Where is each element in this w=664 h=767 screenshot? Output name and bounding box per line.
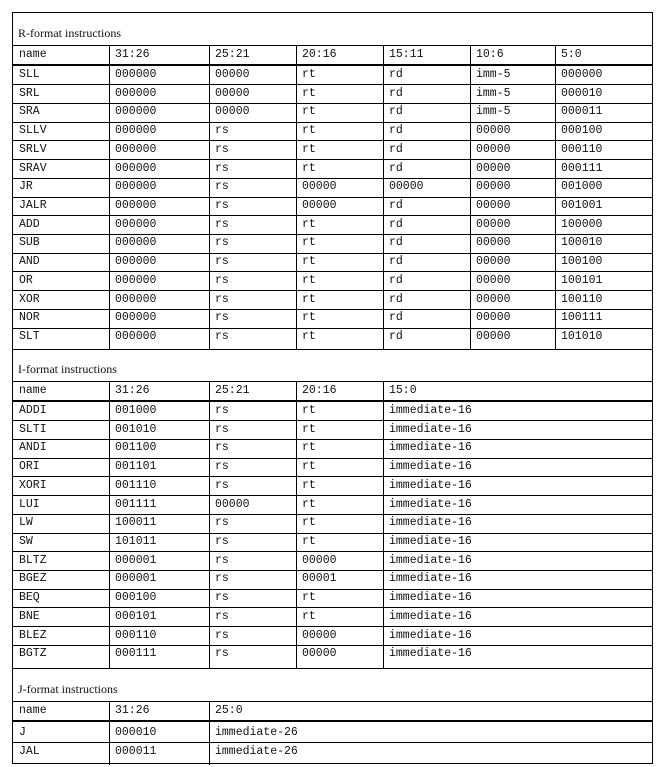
field-value: rt bbox=[302, 516, 316, 530]
field-value: immediate-16 bbox=[389, 441, 472, 455]
column-header: 25:21 bbox=[215, 48, 250, 61]
row-rule bbox=[13, 309, 652, 310]
instruction-name: JR bbox=[19, 180, 33, 194]
field-value: rt bbox=[302, 68, 316, 81]
field-value: rs bbox=[215, 535, 229, 549]
column-header: 25:21 bbox=[215, 384, 250, 397]
field-value: rs bbox=[215, 647, 229, 661]
field-value: rt bbox=[302, 86, 316, 100]
field-value: 000000 bbox=[115, 255, 157, 269]
row-rule bbox=[13, 495, 652, 496]
field-value: 000111 bbox=[115, 647, 157, 661]
field-value: 100111 bbox=[561, 311, 603, 325]
field-value: 000000 bbox=[115, 86, 157, 100]
field-value: rs bbox=[215, 628, 229, 642]
column-header: 20:16 bbox=[302, 384, 337, 397]
column-header: 20:16 bbox=[302, 48, 337, 61]
section-title: I-format instructions bbox=[18, 362, 117, 376]
field-value: rt bbox=[302, 497, 316, 511]
field-value: 00000 bbox=[302, 199, 337, 213]
row-rule bbox=[13, 420, 652, 421]
field-value: rt bbox=[302, 591, 316, 605]
field-value: rt bbox=[302, 422, 316, 436]
field-value: 101010 bbox=[561, 330, 603, 344]
row-rule bbox=[13, 253, 652, 254]
field-value: immediate-16 bbox=[389, 572, 472, 586]
field-value: 00000 bbox=[476, 161, 511, 175]
instruction-name: SRL bbox=[19, 86, 40, 100]
instruction-name: SRAV bbox=[19, 161, 47, 175]
instruction-name: BGTZ bbox=[19, 647, 47, 661]
column-header: 15:11 bbox=[389, 48, 424, 61]
field-value: immediate-16 bbox=[389, 497, 472, 511]
instruction-name: BLEZ bbox=[19, 628, 47, 642]
row-rule bbox=[13, 215, 652, 216]
instruction-name: SW bbox=[19, 535, 33, 549]
instruction-name: J bbox=[19, 725, 26, 739]
field-value: 001000 bbox=[561, 180, 603, 194]
field-value: rt bbox=[302, 273, 316, 287]
field-value: imm-5 bbox=[476, 86, 511, 100]
field-value: 00000 bbox=[476, 273, 511, 287]
field-value: rs bbox=[215, 330, 229, 344]
field-value: rt bbox=[302, 404, 316, 417]
field-value: rs bbox=[215, 609, 229, 623]
field-value: 001101 bbox=[115, 460, 157, 474]
field-value: immediate-16 bbox=[389, 647, 472, 661]
field-value: 100101 bbox=[561, 273, 603, 287]
field-value: rd bbox=[389, 236, 403, 250]
field-value: 00000 bbox=[215, 497, 250, 511]
field-value: rt bbox=[302, 292, 316, 306]
field-value: 000000 bbox=[115, 311, 157, 325]
field-value: rs bbox=[215, 422, 229, 436]
field-value: 00000 bbox=[476, 142, 511, 156]
field-value: rt bbox=[302, 441, 316, 455]
field-value: 000000 bbox=[115, 236, 157, 250]
field-value: rs bbox=[215, 273, 229, 287]
r-format-section bbox=[13, 13, 652, 349]
field-value: rs bbox=[215, 591, 229, 605]
field-value: 000100 bbox=[561, 124, 603, 138]
column-divider bbox=[209, 381, 210, 668]
field-value: rd bbox=[389, 292, 403, 306]
field-value: 000000 bbox=[115, 105, 157, 119]
field-value: rt bbox=[302, 535, 316, 549]
field-value: 00000 bbox=[476, 292, 511, 306]
field-value: rd bbox=[389, 330, 403, 344]
field-value: 100110 bbox=[561, 292, 603, 306]
row-rule bbox=[13, 514, 652, 515]
instruction-name: ADD bbox=[19, 217, 40, 231]
field-value: 000111 bbox=[561, 161, 603, 175]
column-divider bbox=[109, 381, 110, 668]
column-header: 31:26 bbox=[115, 48, 150, 61]
field-value: rs bbox=[215, 311, 229, 325]
field-value: rd bbox=[389, 105, 403, 119]
field-value: rt bbox=[302, 161, 316, 175]
field-value: 00000 bbox=[215, 86, 250, 100]
field-value: 000100 bbox=[115, 591, 157, 605]
field-value: 00000 bbox=[476, 330, 511, 344]
field-value: rs bbox=[215, 460, 229, 474]
field-value: 100010 bbox=[561, 236, 603, 250]
field-value: 000000 bbox=[115, 180, 157, 194]
instruction-name: BNE bbox=[19, 609, 40, 623]
field-value: rt bbox=[302, 330, 316, 344]
instruction-name: JAL bbox=[19, 744, 40, 758]
field-value: 001010 bbox=[115, 422, 157, 436]
field-value: rd bbox=[389, 217, 403, 231]
row-rule bbox=[13, 742, 652, 743]
row-rule bbox=[13, 328, 652, 329]
instruction-name: BLTZ bbox=[19, 553, 47, 567]
field-value: rt bbox=[302, 609, 316, 623]
instruction-name: OR bbox=[19, 273, 33, 287]
row-rule bbox=[13, 458, 652, 459]
column-header: 10:6 bbox=[476, 48, 504, 61]
column-header: name bbox=[19, 384, 47, 397]
field-value: 000000 bbox=[561, 68, 603, 81]
row-rule bbox=[13, 159, 652, 160]
field-value: rd bbox=[389, 255, 403, 269]
field-value: 00000 bbox=[302, 647, 337, 661]
instruction-name: XORI bbox=[19, 478, 47, 492]
instruction-name: SLT bbox=[19, 330, 40, 344]
field-value: 000000 bbox=[115, 292, 157, 306]
section-title: J-format instructions bbox=[18, 682, 118, 696]
field-value: rs bbox=[215, 441, 229, 455]
field-value: immediate-16 bbox=[389, 535, 472, 549]
field-value: 000110 bbox=[561, 142, 603, 156]
field-value: 001100 bbox=[115, 441, 157, 455]
field-value: 000000 bbox=[115, 124, 157, 138]
column-header: 31:26 bbox=[115, 704, 150, 717]
field-value: rt bbox=[302, 255, 316, 269]
field-value: 000000 bbox=[115, 199, 157, 213]
column-header: name bbox=[19, 704, 47, 717]
field-value: 000011 bbox=[561, 105, 603, 119]
field-value: rs bbox=[215, 236, 229, 250]
row-rule bbox=[13, 271, 652, 272]
field-value: rt bbox=[302, 478, 316, 492]
field-value: rd bbox=[389, 68, 403, 81]
instruction-name: LW bbox=[19, 516, 33, 530]
instruction-name: ANDI bbox=[19, 441, 47, 455]
instruction-name: XOR bbox=[19, 292, 40, 306]
field-value: rs bbox=[215, 553, 229, 567]
field-value: 000011 bbox=[115, 744, 157, 758]
section-divider bbox=[13, 349, 652, 350]
field-value: rt bbox=[302, 460, 316, 474]
field-value: 001111 bbox=[115, 497, 157, 511]
field-value: 100011 bbox=[115, 516, 157, 530]
instruction-name: SRLV bbox=[19, 142, 47, 156]
instruction-name: LUI bbox=[19, 497, 40, 511]
field-value: 000000 bbox=[115, 161, 157, 175]
instruction-name: SUB bbox=[19, 236, 40, 250]
field-value: rs bbox=[215, 404, 229, 417]
field-value: immediate-16 bbox=[389, 478, 472, 492]
field-value: 00000 bbox=[215, 105, 250, 119]
field-value: 100100 bbox=[561, 255, 603, 269]
column-divider bbox=[296, 381, 297, 668]
field-value: 00000 bbox=[215, 68, 250, 81]
field-value: 00000 bbox=[476, 311, 511, 325]
field-value: 000110 bbox=[115, 628, 157, 642]
field-value: 00000 bbox=[476, 199, 511, 213]
field-value: rd bbox=[389, 311, 403, 325]
row-rule bbox=[13, 607, 652, 608]
instruction-name: SLTI bbox=[19, 422, 47, 436]
row-rule bbox=[13, 533, 652, 534]
field-value: 001000 bbox=[115, 404, 157, 417]
column-header: 25:0 bbox=[215, 704, 243, 717]
field-value: rt bbox=[302, 142, 316, 156]
field-value: rd bbox=[389, 273, 403, 287]
field-value: 00000 bbox=[476, 180, 511, 194]
field-value: 00000 bbox=[476, 255, 511, 269]
field-value: rd bbox=[389, 86, 403, 100]
field-value: 000010 bbox=[561, 86, 603, 100]
field-value: 001001 bbox=[561, 199, 603, 213]
instruction-name: BGEZ bbox=[19, 572, 47, 586]
field-value: 000001 bbox=[115, 553, 157, 567]
instruction-name: ADDI bbox=[19, 404, 47, 417]
field-value: rt bbox=[302, 105, 316, 119]
instruction-name: NOR bbox=[19, 311, 40, 325]
field-value: rt bbox=[302, 217, 316, 231]
row-rule bbox=[13, 140, 652, 141]
row-rule bbox=[13, 439, 652, 440]
row-rule bbox=[13, 589, 652, 590]
field-value: immediate-16 bbox=[389, 404, 472, 417]
instruction-formats-frame bbox=[12, 12, 653, 764]
section-divider bbox=[13, 668, 652, 669]
instruction-name: SRA bbox=[19, 105, 40, 119]
field-value: rd bbox=[389, 124, 403, 138]
row-rule bbox=[13, 290, 652, 291]
field-value: immediate-16 bbox=[389, 591, 472, 605]
column-header: 5:0 bbox=[561, 48, 582, 61]
field-value: 00001 bbox=[302, 572, 337, 586]
field-value: rs bbox=[215, 161, 229, 175]
field-value: rs bbox=[215, 478, 229, 492]
field-value: 101011 bbox=[115, 535, 157, 549]
field-value: 00000 bbox=[476, 217, 511, 231]
field-value: immediate-16 bbox=[389, 553, 472, 567]
column-header: 31:26 bbox=[115, 384, 150, 397]
field-value: immediate-16 bbox=[389, 422, 472, 436]
j-format-section bbox=[13, 668, 652, 765]
column-header: name bbox=[19, 48, 47, 61]
field-value: 000000 bbox=[115, 273, 157, 287]
row-rule bbox=[13, 234, 652, 235]
field-value: 00000 bbox=[476, 236, 511, 250]
field-value: rs bbox=[215, 180, 229, 194]
field-value: 000010 bbox=[115, 725, 157, 739]
field-value: immediate-16 bbox=[389, 460, 472, 474]
field-value: immediate-26 bbox=[215, 744, 298, 758]
field-value: 00000 bbox=[389, 180, 424, 194]
field-value: 00000 bbox=[476, 124, 511, 138]
field-value: 000001 bbox=[115, 572, 157, 586]
column-divider bbox=[209, 701, 210, 765]
field-value: 000000 bbox=[115, 68, 157, 81]
instruction-name: BEQ bbox=[19, 591, 40, 605]
field-value: 000101 bbox=[115, 609, 157, 623]
row-rule bbox=[13, 122, 652, 123]
column-divider bbox=[109, 701, 110, 765]
field-value: rs bbox=[215, 199, 229, 213]
field-value: 100000 bbox=[561, 217, 603, 231]
field-value: rt bbox=[302, 311, 316, 325]
field-value: rs bbox=[215, 217, 229, 231]
column-divider bbox=[383, 381, 384, 668]
field-value: imm-5 bbox=[476, 105, 511, 119]
row-rule bbox=[13, 476, 652, 477]
field-value: rt bbox=[302, 124, 316, 138]
field-value: 001110 bbox=[115, 478, 157, 492]
field-value: 000000 bbox=[115, 217, 157, 231]
field-value: rs bbox=[215, 572, 229, 586]
field-value: 000000 bbox=[115, 330, 157, 344]
field-value: rd bbox=[389, 199, 403, 213]
field-value: rs bbox=[215, 255, 229, 269]
field-value: immediate-16 bbox=[389, 516, 472, 530]
field-value: rt bbox=[302, 236, 316, 250]
field-value: immediate-16 bbox=[389, 628, 472, 642]
instruction-name: SLL bbox=[19, 68, 40, 81]
field-value: immediate-26 bbox=[215, 725, 298, 739]
instruction-name: AND bbox=[19, 255, 40, 269]
instruction-name: SLLV bbox=[19, 124, 47, 138]
field-value: rs bbox=[215, 124, 229, 138]
field-value: rs bbox=[215, 292, 229, 306]
row-rule bbox=[13, 103, 652, 104]
field-value: 00000 bbox=[302, 180, 337, 194]
field-value: 000000 bbox=[115, 142, 157, 156]
instruction-name: ORI bbox=[19, 460, 40, 474]
section-title: R-format instructions bbox=[18, 26, 121, 40]
field-value: 00000 bbox=[302, 553, 337, 567]
i-format-section bbox=[13, 349, 652, 668]
field-value: imm-5 bbox=[476, 68, 511, 81]
field-value: rs bbox=[215, 516, 229, 530]
row-rule bbox=[13, 84, 652, 85]
field-value: rd bbox=[389, 161, 403, 175]
column-header: 15:0 bbox=[389, 384, 417, 397]
field-value: 00000 bbox=[302, 628, 337, 642]
field-value: rd bbox=[389, 142, 403, 156]
instruction-name: JALR bbox=[19, 199, 47, 213]
field-value: rs bbox=[215, 142, 229, 156]
field-value: immediate-16 bbox=[389, 609, 472, 623]
